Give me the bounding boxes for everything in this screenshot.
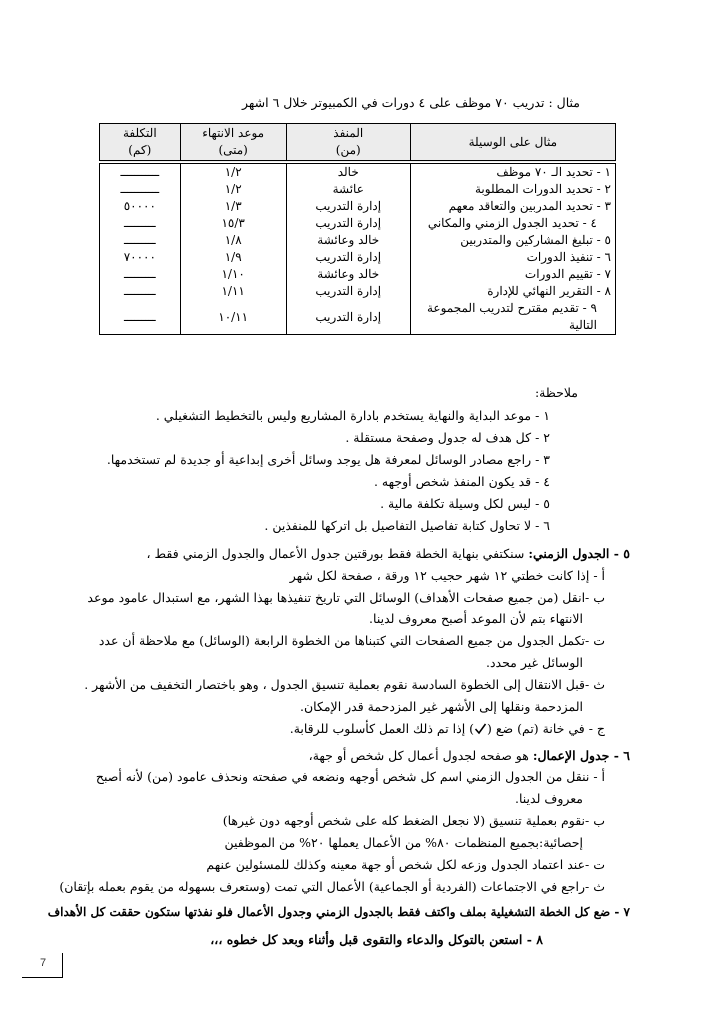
- section5-item-b: ب -انقل (من جميع صفحات الأهداف) الوسائل التي تاريخ تنفيذها بهذا الشهر، مع استبدال عامود موعد: [87, 590, 605, 605]
- section6-heading: [309, 748, 630, 763]
- section8: ٨ - استعن بالتوكل والدعاء والتقوى قبل وأثناء وبعد كل خطوه ،،،: [210, 932, 543, 947]
- cell-cost: ـــــــــ: [100, 232, 181, 249]
- page-number: 7: [40, 957, 47, 969]
- table-row: [100, 283, 616, 300]
- header-deadline: موعد الانتهاء (متى): [180, 124, 286, 163]
- cell-means: ٥ - تبليغ المشاركين والمتدربين: [410, 232, 615, 249]
- header-means: مثال على الوسيلة: [410, 124, 615, 163]
- table-row: [100, 198, 616, 215]
- header-executor: المنفذ (من): [286, 124, 410, 163]
- cell-executor: خالد وعائشة: [286, 232, 410, 249]
- section5-intro: سنكتفي بنهاية الخطة فقط بورقتين جدول الأعمال والجدول الزمني فقط ،: [146, 546, 525, 561]
- cell-deadline: ١٠/١١: [180, 300, 286, 335]
- section6-item-a: أ - ننقل من الجدول الزمني اسم كل شخص أوجهه ونضعه في صفحته ونحذف عامود (من) لأنه أصبح: [95, 769, 605, 784]
- table-row: [100, 266, 616, 283]
- section5-item-a: أ - إذا كانت خطتي ١٢ شهر حجيب ١٢ ورقة ، صفحة لكل شهر: [289, 568, 605, 583]
- section5-item-th: ث -قبل الانتقال إلى الخطوة السادسة نقوم بعملية تنسيق الجدول ، وهو باختصار التخفيف من الأشهر .: [84, 677, 605, 692]
- cell-cost: ـــــــــــ: [100, 181, 181, 198]
- cell-cost: ـــــــــ: [100, 215, 181, 232]
- cell-means: ١ - تحديد الـ ٧٠ موظف: [410, 164, 615, 181]
- cell-means: ٣ - تحديد المدربين والتعاقد معهم: [410, 198, 615, 215]
- cell-deadline: ١/٢: [180, 164, 286, 181]
- note-item: ١ - موعد البداية والنهاية يستخدم بادارة المشاريع وليس بالتخطيط التشغيلي .: [155, 408, 550, 423]
- cell-executor: خالد وعائشة: [286, 266, 410, 283]
- cell-deadline: ١/٢: [180, 181, 286, 198]
- cell-cost: ـــــــــ: [100, 266, 181, 283]
- operational-plan-table: [99, 123, 616, 335]
- cell-executor: إدارة التدريب: [286, 215, 410, 232]
- note-item: ٥ - ليس لكل وسيلة تكلفة مالية .: [380, 496, 550, 511]
- cell-cost: ـــــــــ: [100, 300, 181, 335]
- cell-means: ٩ - تقديم مقترح لتدريب المجموعة التالية: [410, 300, 615, 335]
- note-item: ٤ - قد يكون المنفذ شخص أوجهه .: [373, 474, 550, 489]
- section5-item-j: ج - في خانة (تم) ضع () إذا تم ذلك العمل كأسلوب للرقابة.: [289, 721, 605, 736]
- cell-executor: إدارة التدريب: [286, 300, 410, 335]
- table-row: [100, 164, 616, 181]
- notes-title: ملاحظة:: [534, 385, 578, 400]
- cell-deadline: ١/٩: [180, 249, 286, 266]
- section6-intro: هو صفحه لجدول أعمال كل شخص أو جهة،: [308, 748, 529, 763]
- table-row: [100, 232, 616, 249]
- cell-means: ٨ - التقرير النهائي للإدارة: [410, 283, 615, 300]
- section7: ٧ - ضع كل الخطة التشغيلية بملف واكتف فقط بالجدول الزمني وجدول الأعمال فلو نفذتها ستكون حققت كل الأهداف: [47, 905, 630, 919]
- example-title: مثال : تدريب ٧٠ موظف على ٤ دورات في الكمبيوتر خلال ٦ اشهر: [242, 95, 580, 110]
- cell-cost: ـــــــــــ: [100, 164, 181, 181]
- table-row: [100, 181, 616, 198]
- section6-item-th: ث -راجع في الاجتماعات (الفردية أو الجماعية) الأعمال التي تمت (وستعرف بسهوله من يقوم بعمله بإتقان): [59, 879, 605, 894]
- cell-executor: إدارة التدريب: [286, 283, 410, 300]
- section6-item-a-cont: معروف لدينا.: [515, 791, 583, 806]
- note-item: ٢ - كل هدف له جدول وصفحة مستقلة .: [345, 430, 550, 445]
- table-header-row: [100, 124, 616, 163]
- page-number-box: [22, 953, 63, 978]
- section6-item-b: ب -نقوم بعملية تنسيق (لا نجعل الضغط كله على شخص أوجهه دون غيرها): [222, 813, 605, 828]
- table-row: [100, 215, 616, 232]
- cell-deadline: ١/١١: [180, 283, 286, 300]
- section5-heading: [147, 546, 630, 561]
- section6-item-t: ت -عند اعتماد الجدول وزعه لكل شخص أو جهة معينه وكذلك للمسئولين عنهم: [206, 857, 605, 872]
- cell-deadline: ١/٨: [180, 232, 286, 249]
- cell-means: ٦ - تنفيذ الدورات: [410, 249, 615, 266]
- table-row: [100, 300, 616, 335]
- cell-deadline: ١/١٠: [180, 266, 286, 283]
- header-cost: التكلفة (كم): [100, 124, 181, 163]
- cell-means: ٤ - تحديد الجدول الزمني والمكاني: [410, 215, 615, 232]
- section6-title: ٦ - جدول الإعمال:: [532, 748, 630, 763]
- checkmark-icon: [474, 722, 487, 735]
- section5-item-th-cont: المزدحمة ونقلها إلى الأشهر غير المزدحمة قدر الإمكان.: [300, 699, 583, 714]
- cell-executor: إدارة التدريب: [286, 198, 410, 215]
- cell-cost: ٥٠٠٠٠: [100, 198, 181, 215]
- cell-executor: خالد: [286, 164, 410, 181]
- section5-item-t: ت -تكمل الجدول من جميع الصفحات التي كتبناها من الخطوة الرابعة (الوسائل) مع ملاحظة أن عدد: [98, 633, 605, 648]
- section5-item-b-cont: الانتهاء بتم لأن الموعد أصبح معروف لدينا.: [369, 611, 583, 626]
- section5-title: ٥ - الجدول الزمني:: [528, 546, 630, 561]
- note-item: ٦ - لا تحاول كتابة تفاصيل التفاصيل بل اتركها للمنفذين .: [264, 518, 550, 533]
- cell-executor: إدارة التدريب: [286, 249, 410, 266]
- cell-cost: ـــــــــ: [100, 283, 181, 300]
- table-row: [100, 249, 616, 266]
- cell-means: ٢ - تحديد الدورات المطلوبة: [410, 181, 615, 198]
- cell-means: ٧ - تقييم الدورات: [410, 266, 615, 283]
- cell-executor: عائشة: [286, 181, 410, 198]
- cell-deadline: ١٥/٣: [180, 215, 286, 232]
- section6-item-b-cont: إحصائية:بجميع المنظمات ٨٠% من الأعمال يعملها ٢٠% من الموظفين: [224, 835, 583, 850]
- note-item: ٣ - راجع مصادر الوسائل لمعرفة هل يوجد وسائل أخرى إبداعية أو جديدة لم تستخدمها.: [106, 452, 550, 467]
- cell-cost: ٧٠٠٠٠: [100, 249, 181, 266]
- cell-deadline: ١/٣: [180, 198, 286, 215]
- section5-item-t-cont: الوسائل غير محدد.: [486, 655, 583, 670]
